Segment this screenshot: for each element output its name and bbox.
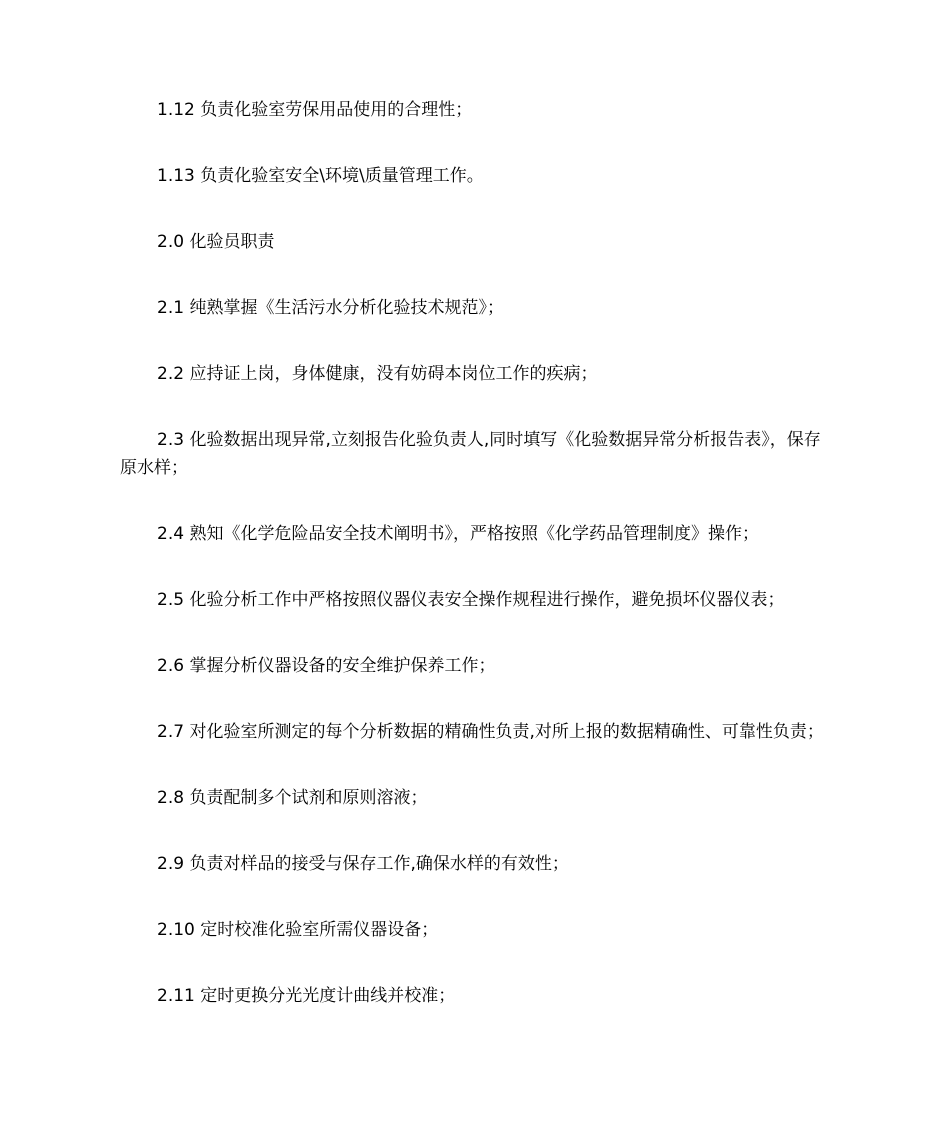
paragraph-1-13: 1.13 负责化验室安全\环境\质量管理工作。 (157, 166, 484, 186)
paragraph-2-6: 2.6 掌握分析仪器设备的安全维护保养工作； (157, 656, 496, 676)
paragraph-2-10: 2.10 定时校准化验室所需仪器设备； (157, 920, 439, 940)
paragraph-2-1: 2.1 纯熟掌握《生活污水分析化验技术规范》； (157, 298, 504, 318)
paragraph-2-7: 2.7 对化验室所测定的每个分析数据的精确性负责,对所上报的数据精确性、可靠性负责； (157, 722, 824, 742)
paragraph-2-11: 2.11 定时更换分光光度计曲线并校准； (157, 986, 456, 1006)
paragraph-2-3: 2.3 化验数据出现异常,立刻报告化验负责人,同时填写《化验数据异常分析报告表》，保存原水样； (120, 430, 821, 478)
paragraph-1-12: 1.12 负责化验室劳保用品使用的合理性； (157, 100, 473, 120)
paragraph-2-5: 2.5 化验分析工作中严格按照仪器仪表安全操作规程进行操作，避免损坏仪器仪表； (157, 590, 785, 610)
paragraph-2-2: 2.2 应持证上岗，身体健康，没有妨碍本岗位工作的疾病； (157, 364, 598, 384)
paragraph-2-8: 2.8 负责配制多个试剂和原则溶液； (157, 788, 428, 808)
paragraph-2-4: 2.4 熟知《化学危险品安全技术阐明书》，严格按照《化学药品管理制度》操作； (157, 524, 759, 544)
section-heading-2-0: 2.0 化验员职责 (157, 232, 275, 252)
paragraph-2-9: 2.9 负责对样品的接受与保存工作,确保水样的有效性； (157, 854, 569, 874)
document-body (120, 96, 832, 1048)
